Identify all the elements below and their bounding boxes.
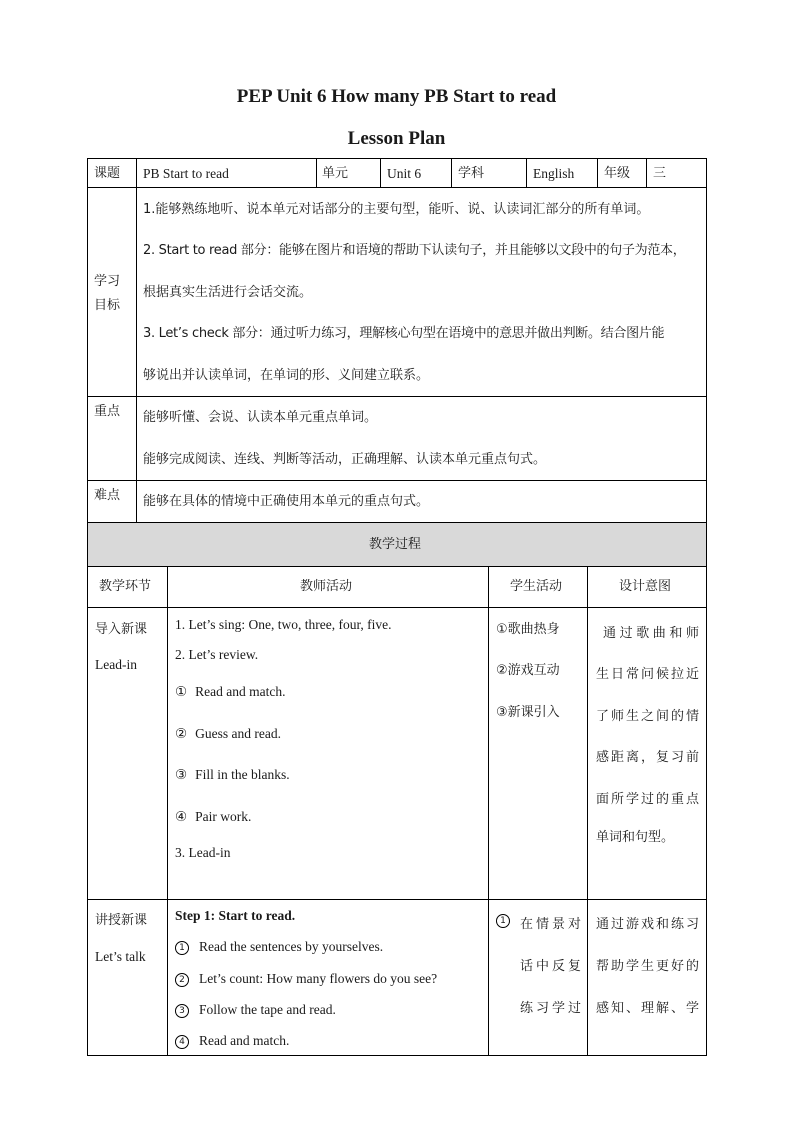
topic-value: PB Start to read [143,166,229,181]
difficult-points-label: 难点 [94,488,121,503]
student-line: ②游戏互动 [496,663,560,678]
intent-line: 了师生之间的情 [596,709,699,724]
teacher-item: 4 Read and match. [175,1033,289,1049]
grade-label: 年级 [604,166,631,181]
teacher-step: Step 1: Start to read. [175,908,296,923]
student-item [496,913,520,929]
unit-label: 单元 [322,166,349,181]
teacher-item: ① Read and match. [175,684,286,700]
teacher-line: 3. Lead-in [175,845,231,860]
teacher-item: 3 Follow the tape and read. [175,1002,336,1018]
document-title: PEP Unit 6 How many PB Start to read [236,86,557,107]
intent-line: 面所学过的重点 [596,792,699,807]
objective-line: 根据真实生活进行会话交流。 [143,285,313,300]
circled-number-icon: 4 [175,1035,189,1049]
stage-cn: 导入新课 [95,622,148,637]
objective-line: 2. Start to read 部分：能够在图片和语境的帮助下认读句子，并且能够以文段中的句子为范本， [143,243,686,258]
circled-number-icon: 1 [496,914,510,928]
teacher-item: ③ Fill in the blanks. [175,767,290,783]
teacher-line: 1. Let’s sing: One, two, three, four, five. [175,617,392,632]
student-line: ①歌曲热身 [496,622,560,637]
teacher-item: 2 Let’s count: How many flowers do you see? [175,971,437,987]
intent-line: 帮助学生更好的 [596,959,699,974]
objective-line: 3. Let’s check 部分：通过听力练习，理解核心句型在语境中的意思并做出判断。结合图片能 [143,326,665,341]
key-point-line: 能够完成阅读、连线、判断等活动，正确理解、认读本单元重点句式。 [143,452,547,467]
objectives-label-1: 学习 [94,274,121,289]
difficult-point-line: 能够在具体的情境中正确使用本单元的重点句式。 [143,494,430,509]
stage-en: Let’s talk [95,949,146,964]
circled-number-icon: 2 [175,973,189,987]
student-line: 练习学过 [520,1001,581,1016]
student-line: 在情景对 [520,917,581,932]
unit-value: Unit 6 [387,166,422,181]
teacher-item: ② Guess and read. [175,726,281,742]
grade-value: 三 [653,166,667,181]
student-line: ③新课引入 [496,705,560,720]
intent-line: 单词和句型。 [596,830,675,845]
column-stage: 教学环节 [99,579,152,594]
key-points-label: 重点 [94,404,121,419]
stage-en: Lead-in [95,657,137,672]
circled-number-icon: ① [175,684,188,700]
column-teacher: 教师活动 [300,579,353,594]
intent-line: 通过歌曲和师 [603,626,699,641]
teacher-item: ④ Pair work. [175,809,252,825]
circled-number-icon: ④ [175,809,188,825]
student-line: 话中反复 [520,959,581,974]
circled-number-icon: 1 [175,941,189,955]
topic-label: 课题 [94,166,121,181]
key-point-line: 能够听懂、会说、认读本单元重点单词。 [143,410,378,425]
objective-line: 1.能够熟练地听、说本单元对话部分的主要句型，能听、说、认读词汇部分的所有单词。 [143,202,650,217]
document-subtitle: Lesson Plan [347,128,446,149]
teacher-item: 1 Read the sentences by yourselves. [175,939,383,955]
circled-number-icon: ③ [175,767,188,783]
column-intent: 设计意图 [619,579,672,594]
stage-cn: 讲授新课 [95,913,148,928]
column-student: 学生活动 [510,579,563,594]
intent-line: 感距离，复习前 [596,750,699,765]
intent-line: 通过游戏和练习 [596,917,699,932]
circled-number-icon: ② [175,726,188,742]
objective-line: 够说出并认读单词，在单词的形、义间建立联系。 [143,368,430,383]
objectives-label-2: 目标 [94,298,121,313]
subject-label: 学科 [458,166,485,181]
process-header: 教学过程 [369,537,422,552]
subject-value: English [533,166,575,181]
intent-line: 生日常问候拉近 [596,667,699,682]
teacher-line: 2. Let’s review. [175,647,259,662]
circled-number-icon: 3 [175,1004,189,1018]
intent-line: 感知、理解、学 [596,1001,699,1016]
